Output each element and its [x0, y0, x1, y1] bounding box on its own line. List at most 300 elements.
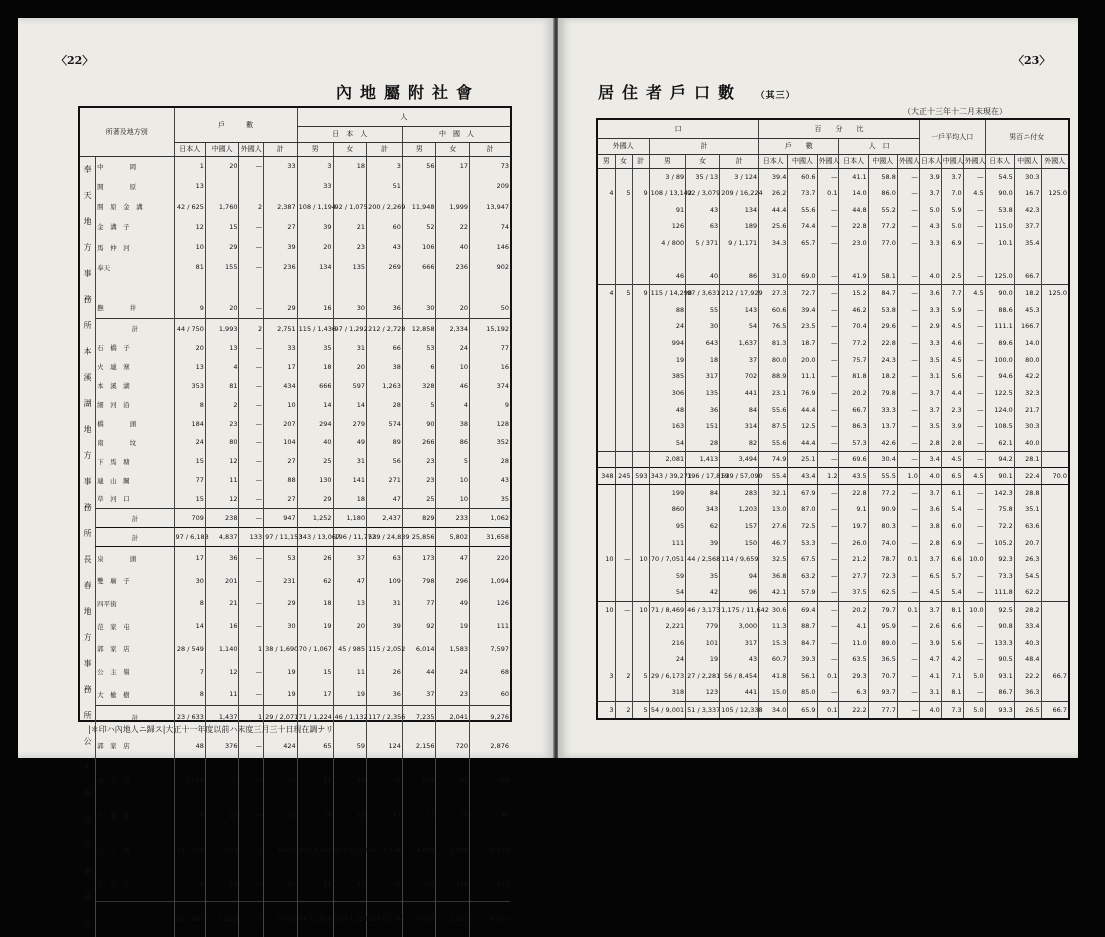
table-cell [632, 401, 649, 418]
table-cell: 20.7 [1014, 534, 1041, 551]
table-cell: 135 [686, 385, 720, 402]
table-cell: — [817, 518, 839, 535]
place-name: 開 原 [96, 176, 174, 196]
table-cell [919, 251, 941, 268]
table-cell: 101 [686, 634, 720, 651]
table-row [598, 651, 1068, 668]
table-cell [598, 451, 615, 468]
table-cell: 236 [436, 257, 470, 277]
table-row [598, 701, 1068, 718]
table-cell: 11 / 600 [174, 832, 205, 867]
table-cell: 593 [632, 468, 649, 485]
table-cell [1041, 684, 1068, 701]
table-cell: 22.8 [839, 218, 868, 235]
table-cell [1041, 201, 1068, 218]
table-cell [598, 634, 615, 651]
right-subheader-4: 女 [686, 154, 720, 168]
table-cell: 72.7 [788, 285, 817, 302]
table-row [598, 285, 1068, 302]
table-cell: 33 [264, 339, 298, 358]
table-cell: — [817, 368, 839, 385]
table-cell: 2.3 [941, 401, 963, 418]
table-cell: 10 [598, 601, 615, 618]
table-cell: 283 [720, 484, 759, 501]
table-cell: 720 [436, 729, 470, 764]
table-cell: — [963, 318, 985, 335]
table-cell: 18.7 [788, 335, 817, 352]
table-cell: 66.7 [839, 401, 868, 418]
table-cell: 31 [402, 798, 436, 833]
table-cell: 14 [333, 395, 367, 414]
table-cell [1041, 385, 1068, 402]
table-cell [598, 335, 615, 352]
table-cell: 92.3 [985, 551, 1014, 568]
left-subheader-4: 男 [297, 142, 333, 156]
table-cell: 10.0 [963, 601, 985, 618]
table-cell: 63.5 [839, 651, 868, 668]
table-cell: 41.8 [759, 668, 788, 685]
table-cell: 3.7 [919, 551, 941, 568]
place-name: 下 馬 塘 [96, 452, 174, 471]
table-cell: 115 / 1,436 [297, 318, 333, 338]
table-cell: 42.2 [1014, 368, 1041, 385]
table-cell: 296 [436, 569, 470, 592]
table-cell: 38 [367, 357, 403, 376]
table-cell: 189 [720, 218, 759, 235]
table-cell: 14 [297, 395, 333, 414]
table-cell: 14.0 [1014, 335, 1041, 352]
table-cell: 4.4 [941, 385, 963, 402]
table-cell: 16 [205, 615, 239, 638]
table-cell: 6.5 [941, 468, 963, 485]
table-cell: 7,235 [402, 706, 436, 729]
table-cell: 88 [264, 471, 298, 490]
table-cell: 8 [174, 395, 205, 414]
table-cell: — [897, 401, 919, 418]
table-cell: 65.9 [788, 701, 817, 718]
left-footnote: |＊印ハ內地人ニ歸ス|大正十一年度以前ハ末度三月三十日現在調ナリ [88, 725, 334, 734]
table-cell: 3.8 [919, 518, 941, 535]
table-cell: 15.3 [759, 634, 788, 651]
table-cell [788, 251, 817, 268]
table-cell: 3.7 [919, 385, 941, 402]
table-cell [598, 418, 615, 435]
table-cell: 69.6 [839, 451, 868, 468]
table-cell: 3.9 [919, 634, 941, 651]
table-cell: — [817, 318, 839, 335]
table-cell: 12 [205, 660, 239, 683]
table-cell: 8 [174, 683, 205, 706]
table-cell: 4 [598, 285, 615, 302]
table-row [80, 257, 510, 277]
table-cell: 35 [367, 763, 403, 798]
table-cell: 143 [720, 301, 759, 318]
table-cell: 3.3 [919, 335, 941, 352]
place-name: 公 主 嶺 [96, 832, 174, 867]
place-name: 撫 井 [96, 298, 174, 318]
table-cell: 5 / 371 [686, 235, 720, 252]
table-cell: 5 [632, 701, 649, 718]
place-name: 計 [96, 528, 174, 547]
table-cell: 30.3 [1014, 418, 1041, 435]
table-cell: — [963, 534, 985, 551]
table-cell: 28 [367, 867, 403, 902]
table-cell: 1,637 [720, 335, 759, 352]
table-cell: 1,413 [686, 451, 720, 468]
table-cell [615, 584, 632, 601]
table-row [80, 357, 510, 376]
table-cell: — [963, 368, 985, 385]
table-cell: 53 [264, 547, 298, 570]
table-row [80, 798, 510, 833]
area-label: 公主嶺地方事務所 [83, 736, 92, 928]
table-cell: 90.0 [985, 185, 1014, 202]
table-cell: 8.1 [941, 684, 963, 701]
table-cell: 54.5 [1014, 568, 1041, 585]
table-cell: 97 / 11,153 [264, 528, 298, 547]
table-cell: 11,948 [402, 197, 436, 217]
table-cell: 3.9 [919, 168, 941, 185]
table-cell: 75.7 [839, 351, 868, 368]
table-cell: 20.2 [839, 601, 868, 618]
table-cell: 5 [615, 285, 632, 302]
table-cell: 20 [205, 156, 239, 176]
table-cell: 90.5 [985, 651, 1014, 668]
table-cell: 4.6 [941, 335, 963, 352]
right-page [558, 18, 1078, 758]
place-name: 金 溝 子 [96, 217, 174, 237]
table-cell [817, 251, 839, 268]
place-name: 本 溪 湖 [96, 376, 174, 395]
table-cell: — [817, 651, 839, 668]
table-cell: 4.5 [963, 185, 985, 202]
table-cell: 328 [402, 376, 436, 395]
table-cell [839, 251, 868, 268]
table-cell: 94.6 [985, 368, 1014, 385]
right-subheader-7: 中國人 [788, 154, 817, 168]
table-cell: 21.2 [839, 551, 868, 568]
table-cell: 6.6 [941, 551, 963, 568]
table-cell: 48 [174, 729, 205, 764]
table-cell: 1 [239, 902, 264, 937]
table-cell: 81 [174, 257, 205, 277]
table-cell: 115.0 [985, 218, 1014, 235]
table-cell: 33.4 [1014, 618, 1041, 635]
table-cell: 30 [402, 298, 436, 318]
table-cell: 22.2 [839, 701, 868, 718]
table-cell: 13 [174, 176, 205, 196]
table-cell: 56 [402, 156, 436, 176]
table-cell: — [897, 385, 919, 402]
place-name: 火 連 寨 [96, 357, 174, 376]
table-cell: — [963, 235, 985, 252]
right-subheader-5: 計 [720, 154, 759, 168]
table-cell [615, 335, 632, 352]
table-row [80, 615, 510, 638]
table-cell [1041, 518, 1068, 535]
table-cell: 55.4 [759, 468, 788, 485]
table-cell: 4.5 [963, 468, 985, 485]
table-cell: 54 / 9,001 [649, 701, 686, 718]
table-cell: 343 [686, 501, 720, 518]
table-cell: 63 [686, 218, 720, 235]
table-cell: 12.5 [788, 418, 817, 435]
table-cell: 207 [264, 414, 298, 433]
table-cell: 385 [649, 368, 686, 385]
table-cell: — [817, 201, 839, 218]
table-cell: 317 [686, 368, 720, 385]
table-cell [632, 368, 649, 385]
table-cell [615, 634, 632, 651]
table-cell [632, 634, 649, 651]
pct-population-header: 人 口 [839, 138, 919, 154]
table-cell: 126 [470, 592, 510, 615]
table-cell: 43.4 [788, 468, 817, 485]
table-cell: — [239, 798, 264, 833]
table-cell: — [963, 501, 985, 518]
table-cell [615, 218, 632, 235]
table-cell [598, 618, 615, 635]
table-cell: 42 [686, 584, 720, 601]
table-cell [1041, 168, 1068, 185]
table-cell: 19 [436, 615, 470, 638]
table-cell: 23 / 633 [174, 706, 205, 729]
table-cell: 76.9 [788, 385, 817, 402]
table-cell: 28.2 [1014, 601, 1041, 618]
table-cell: 134 [720, 201, 759, 218]
table-row [80, 471, 510, 490]
table-cell [963, 251, 985, 268]
table-row [598, 601, 1068, 618]
table-cell: 77 [174, 471, 205, 490]
right-subheader-14: 外國人 [963, 154, 985, 168]
table-cell: 269 [367, 257, 403, 277]
table-cell: — [963, 168, 985, 185]
table-cell: 8.1 [941, 601, 963, 618]
table-cell: 24 [174, 433, 205, 452]
table-cell: 4.5 [941, 451, 963, 468]
table-cell: 22 [436, 217, 470, 237]
table-cell: 60.6 [788, 168, 817, 185]
table-cell: 54 / 1,418 [297, 902, 333, 937]
place-name: 中 岡 [96, 156, 174, 176]
table-cell [1041, 484, 1068, 501]
table-cell: 54 [649, 435, 686, 452]
table-cell: 62 [297, 569, 333, 592]
table-cell [615, 501, 632, 518]
table-cell: — [963, 634, 985, 651]
table-cell: 53 [402, 339, 436, 358]
table-cell: — [817, 601, 839, 618]
table-cell [615, 451, 632, 468]
table-cell: 7,580 [402, 902, 436, 937]
table-cell: 3 [367, 156, 403, 176]
table-cell: 33.3 [868, 401, 897, 418]
table-cell [1041, 251, 1068, 268]
table-cell: 60 [264, 867, 298, 902]
table-row [80, 509, 510, 528]
table-cell: 597 [333, 376, 367, 395]
table-cell: 123 [686, 684, 720, 701]
table-cell: — [239, 763, 264, 798]
table-cell: 62.5 [868, 584, 897, 601]
table-cell: 88.7 [788, 618, 817, 635]
table-cell [632, 484, 649, 501]
table-cell [598, 235, 615, 252]
table-cell: 6.5 [919, 568, 941, 585]
table-cell: 31 [367, 592, 403, 615]
table-cell: 28.1 [1014, 451, 1041, 468]
table-cell: 55.5 [868, 468, 897, 485]
table-cell: 233 [436, 509, 470, 528]
table-cell: — [239, 395, 264, 414]
table-cell: 25,856 [402, 528, 436, 547]
table-cell [598, 251, 615, 268]
table-cell: 539 / 24,839 [367, 528, 403, 547]
table-cell: 3 / 124 [720, 168, 759, 185]
table-cell: 23.0 [839, 235, 868, 252]
table-cell: 4.1 [919, 668, 941, 685]
table-cell: 13,947 [470, 197, 510, 217]
table-cell: — [897, 684, 919, 701]
table-cell: 15 [297, 660, 333, 683]
table-cell: 27 / 2,281 [686, 668, 720, 685]
table-row [598, 235, 1068, 252]
table-cell [436, 278, 470, 298]
table-cell: 77 [470, 339, 510, 358]
right-subheader-15: 日本人 [985, 154, 1014, 168]
table-row [598, 534, 1068, 551]
left-page-title: 內地屬附社會 [336, 83, 481, 102]
table-cell [333, 176, 367, 196]
table-row [80, 176, 510, 196]
table-cell: — [963, 451, 985, 468]
table-cell: — [897, 201, 919, 218]
place-name: 石 橋 子 [96, 339, 174, 358]
table-cell: 24 [297, 798, 333, 833]
table-cell: 24 [649, 651, 686, 668]
table-cell: 43 [470, 471, 510, 490]
table-row [80, 683, 510, 706]
table-cell: 37 [333, 547, 367, 570]
table-cell: 31 [333, 339, 367, 358]
table-cell: 57.3 [839, 435, 868, 452]
table-cell: 87.5 [759, 418, 788, 435]
table-row [80, 528, 510, 547]
table-cell [632, 351, 649, 368]
table-cell: 39.4 [788, 301, 817, 318]
table-cell: 36.5 [868, 651, 897, 668]
table-cell: 18.2 [1014, 285, 1041, 302]
table-cell: 5.6 [941, 368, 963, 385]
table-cell: 9,276 [470, 706, 510, 729]
area-label: 本溪湖地方事務所 [83, 346, 92, 538]
table-cell: — [897, 301, 919, 318]
table-cell: 86 [720, 268, 759, 285]
table-row [598, 351, 1068, 368]
table-cell: 111 [470, 615, 510, 638]
table-cell: 25.1 [788, 451, 817, 468]
left-page [18, 18, 554, 928]
table-cell: 1 [239, 832, 264, 867]
table-cell: — [963, 401, 985, 418]
table-cell: 77.2 [839, 335, 868, 352]
table-cell: 4.7 [919, 651, 941, 668]
table-cell: 35.4 [1014, 235, 1041, 252]
table-cell: 71 / 8,469 [649, 601, 686, 618]
table-cell: 19 [333, 683, 367, 706]
table-cell: 5 [615, 185, 632, 202]
table-cell: 88 [649, 301, 686, 318]
table-cell: 150 [720, 534, 759, 551]
table-cell: 36.3 [1014, 684, 1041, 701]
table-cell: 58.8 [868, 168, 897, 185]
table-cell: 27 [264, 490, 298, 509]
table-cell: 4.0 [919, 268, 941, 285]
table-cell: 26 [367, 660, 403, 683]
table-cell: 236 [264, 257, 298, 277]
table-cell [205, 176, 239, 196]
table-cell: 58.1 [868, 268, 897, 285]
table-cell [615, 301, 632, 318]
table-cell: — [963, 584, 985, 601]
table-cell: — [239, 339, 264, 358]
table-cell: 20 [174, 339, 205, 358]
table-cell: 5.4 [941, 501, 963, 518]
table-cell: — [239, 257, 264, 277]
table-cell: — [817, 568, 839, 585]
table-cell: 11 [205, 683, 239, 706]
table-cell: 5.0 [919, 201, 941, 218]
table-cell: 9.1 [839, 501, 868, 518]
table-row [598, 684, 1068, 701]
table-cell: 125.0 [985, 268, 1014, 285]
table-cell: 5 [436, 452, 470, 471]
place-name: 雙 廟 子 [96, 569, 174, 592]
table-cell: 6.9 [941, 534, 963, 551]
table-cell: 51 [367, 176, 403, 196]
table-cell: 13 [205, 339, 239, 358]
table-cell: 27 [264, 452, 298, 471]
table-cell: 124 [367, 729, 403, 764]
table-cell: 35 [686, 568, 720, 585]
table-row [598, 335, 1068, 352]
table-row [80, 660, 510, 683]
table-cell [1041, 418, 1068, 435]
table-cell: 47 [367, 490, 403, 509]
table-cell: 7.7 [941, 285, 963, 302]
table-cell: 166.7 [1014, 318, 1041, 335]
table-cell: 126 [649, 218, 686, 235]
table-cell: 4 [205, 357, 239, 376]
table-cell: 81.8 [839, 368, 868, 385]
table-cell: 1,086 [436, 832, 470, 867]
table-cell: 84 [686, 484, 720, 501]
table-cell: 15.0 [759, 684, 788, 701]
table-cell: 348 [598, 468, 615, 485]
table-cell: 29 [264, 592, 298, 615]
right-subheader-16: 中國人 [1014, 154, 1041, 168]
table-cell: 48 [649, 401, 686, 418]
table-cell: 1,993 [205, 318, 239, 338]
table-cell: 20 [333, 615, 367, 638]
table-cell [1041, 335, 1068, 352]
table-cell: 42 / 625 [174, 197, 205, 217]
right-subheader-11: 外國人 [897, 154, 919, 168]
table-row [598, 301, 1068, 318]
table-cell: — [963, 684, 985, 701]
table-cell [205, 278, 239, 298]
